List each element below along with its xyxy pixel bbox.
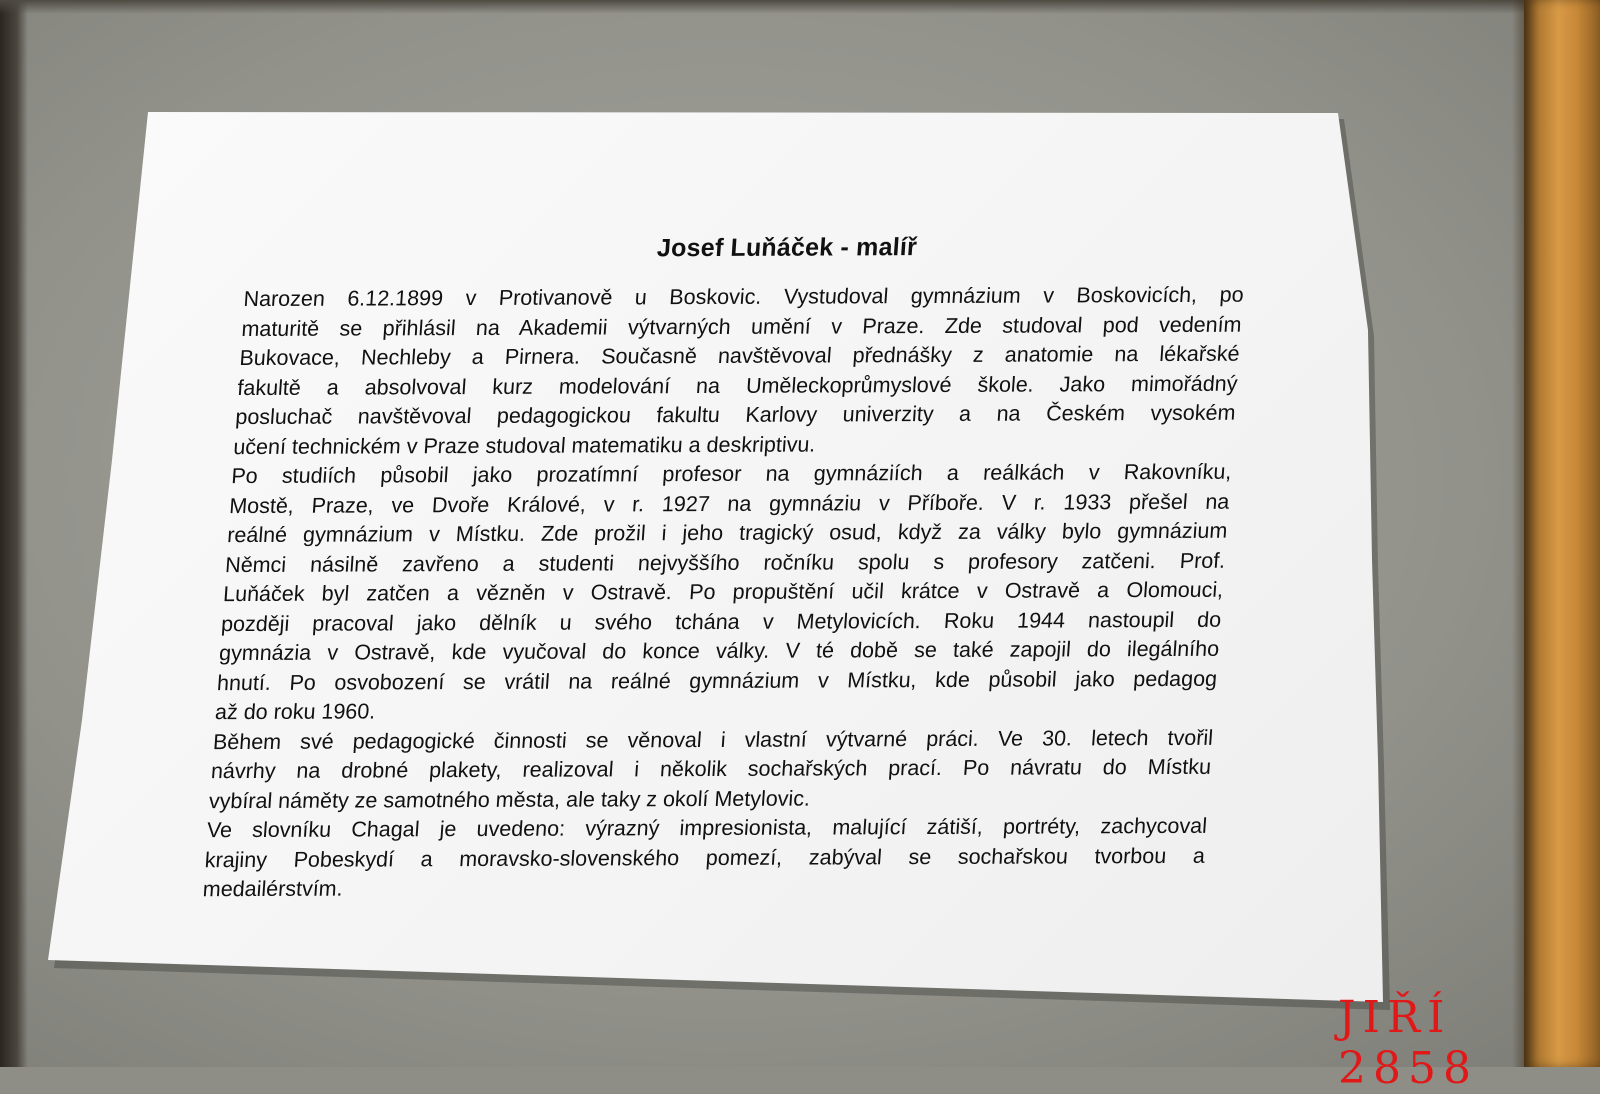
paragraph-4 [202, 812, 1208, 905]
text-line: Po studiích působil jako prozatímní profesor na gymnáziích a reálkách v Rakovníku, [230, 459, 1233, 489]
paragraph-3 [208, 723, 1214, 816]
text-line: posluchač navštěvoval pedagogickou fakultu Karlovy univerzity a na Českém vysokém [234, 400, 1237, 430]
text-line: Během své pedagogické činnosti se věnoval i vlastní výtvarné práci. Ve 30. letech tvořil [212, 725, 1214, 754]
text-line: hnutí. Po osvobození se vrátil na reálné gymnázium v Místku, kde působil jako pedagog [216, 666, 1218, 695]
dark-wall-edge [0, 0, 28, 1067]
text-line: medailérstvím. [202, 876, 344, 902]
text-line: krajiny Pobeskydí a moravsko-slovenského pomezí, zabýval se sochařskou tvorbou a [204, 843, 1206, 872]
printed-document [202, 232, 1248, 905]
text-line: gymnázia v Ostravě, kde vyučoval do konce války. V té době se také zapojil do ilegálního [218, 636, 1221, 666]
text-line: maturitě se přihlásil na Akademii výtvarných umění v Praze. Zde studoval pod vedením [240, 312, 1243, 341]
text-line: Ve slovníku Chagal je uvedeno: výrazný impresionista, malující zátiší, portréty, zachycoval [206, 813, 1208, 843]
paragraph-1 [232, 281, 1244, 462]
text-line: návrhy na drobné plakety, realizoval i několik sochařských prací. Po návratu do Místku [210, 754, 1212, 784]
photographer-watermark: JIŘÍ 2858 [1338, 992, 1478, 1094]
text-line: učení technickém v Praze studoval matematiku a deskriptivu. [232, 432, 817, 459]
text-line: Luňáček byl zatčen a vězněn v Ostravě. Po propuštění učil krátce v Ostravě a Olomouci, [222, 577, 1225, 607]
text-line: Narozen 6.12.1899 v Protivanově u Boskovic. Vystudoval gymnázium v Boskovicích, po [242, 282, 1245, 312]
text-line: Mostě, Praze, ve Dvoře Králové, v r. 1927 na gymnáziu v Příboře. V r. 1933 přešel na [228, 489, 1231, 518]
document-title: Josef Luňáček - malíř [656, 233, 918, 263]
text-line: reálné gymnázium v Místku. Zde prožil i jeho tragický osud, když za války bylo gymnázium [226, 518, 1229, 548]
text-line: Němci násilně zavřeno a studenti nejvyššího ročníku spolu s profesory zatčeni. Prof. [224, 548, 1227, 577]
text-line: vybíral náměty ze samotného města, ale taky z okolí Metylovic. [208, 786, 811, 813]
paragraph-2 [214, 458, 1232, 728]
text-line: Bukovace, Nechleby a Pirnera. Současně navštěvoval přednášky z anatomie na lékařské [238, 341, 1241, 371]
text-line: fakultě a absolvoval kurz modelování na Uměleckoprůmyslové škole. Jako mimořádný [236, 371, 1239, 400]
text-line: později pracoval jako dělník u svého tchána v Metylovicích. Roku 1944 nastoupil do [220, 607, 1223, 636]
wooden-frame [1524, 0, 1600, 1067]
dark-top-edge [0, 0, 1600, 14]
text-line: až do roku 1960. [214, 699, 377, 725]
